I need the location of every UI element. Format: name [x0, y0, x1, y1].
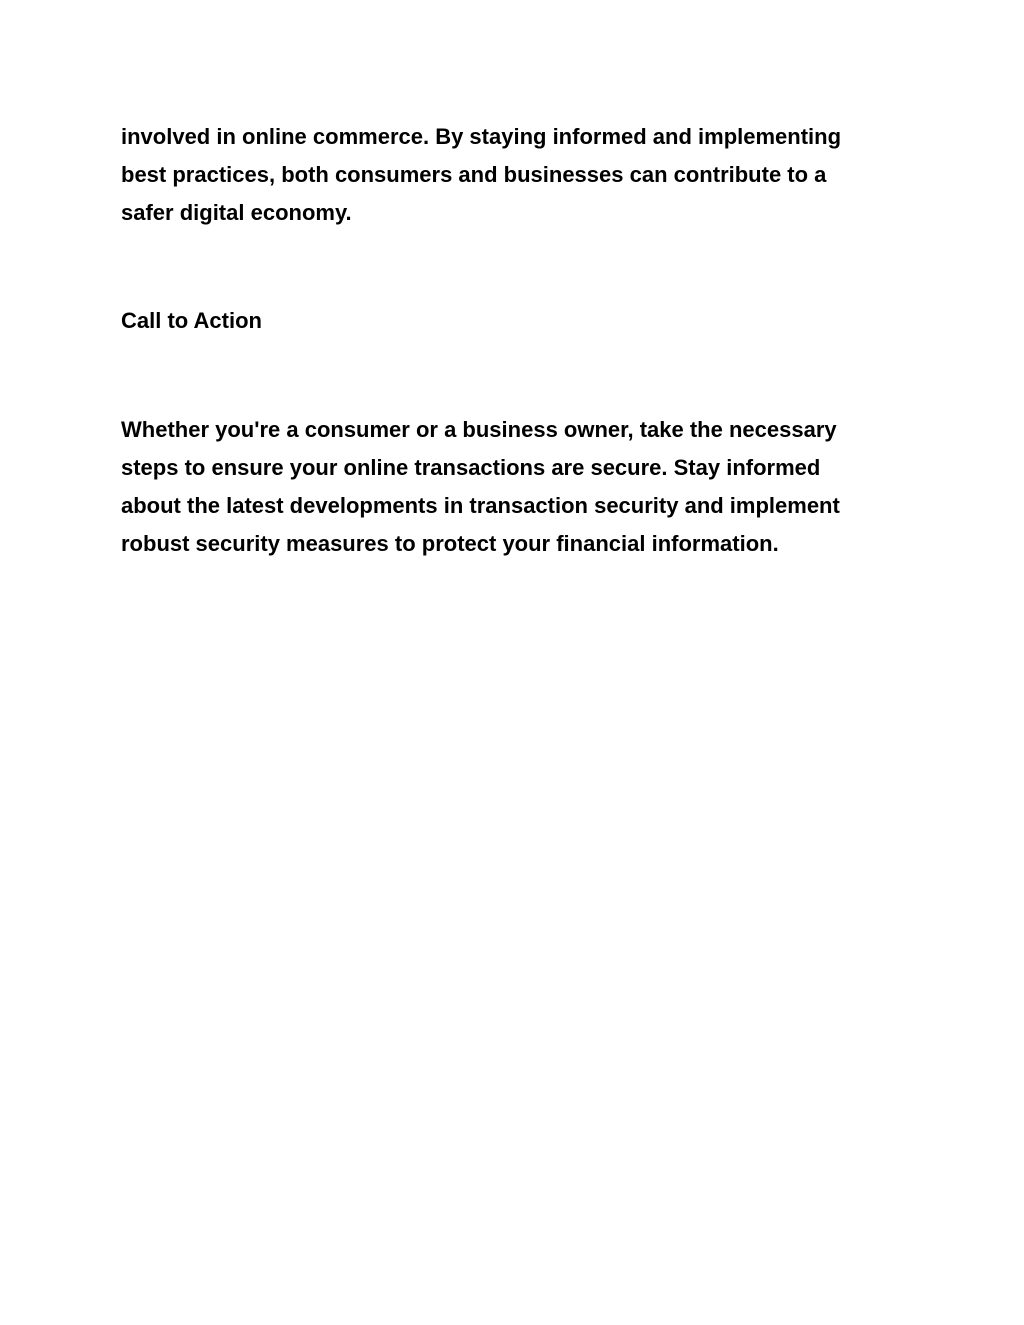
paragraph-call-to-action	[121, 411, 911, 563]
text-line: steps to ensure your online transactions are secure. Stay informed	[121, 455, 821, 480]
text-line: best practices, both consumers and businesses can contribute to a	[121, 162, 827, 187]
text-line: about the latest developments in transaction security and implement	[121, 493, 840, 518]
text-line: Whether you're a consumer or a business owner, take the necessary	[121, 417, 837, 442]
text-line: safer digital economy.	[121, 200, 352, 225]
document-body	[121, 118, 911, 563]
section-heading: Call to Action	[121, 308, 262, 333]
paragraph-intro	[121, 118, 911, 232]
text-line: involved in online commerce. By staying informed and implementing	[121, 124, 842, 149]
text-line: robust security measures to protect your financial information.	[121, 531, 779, 556]
